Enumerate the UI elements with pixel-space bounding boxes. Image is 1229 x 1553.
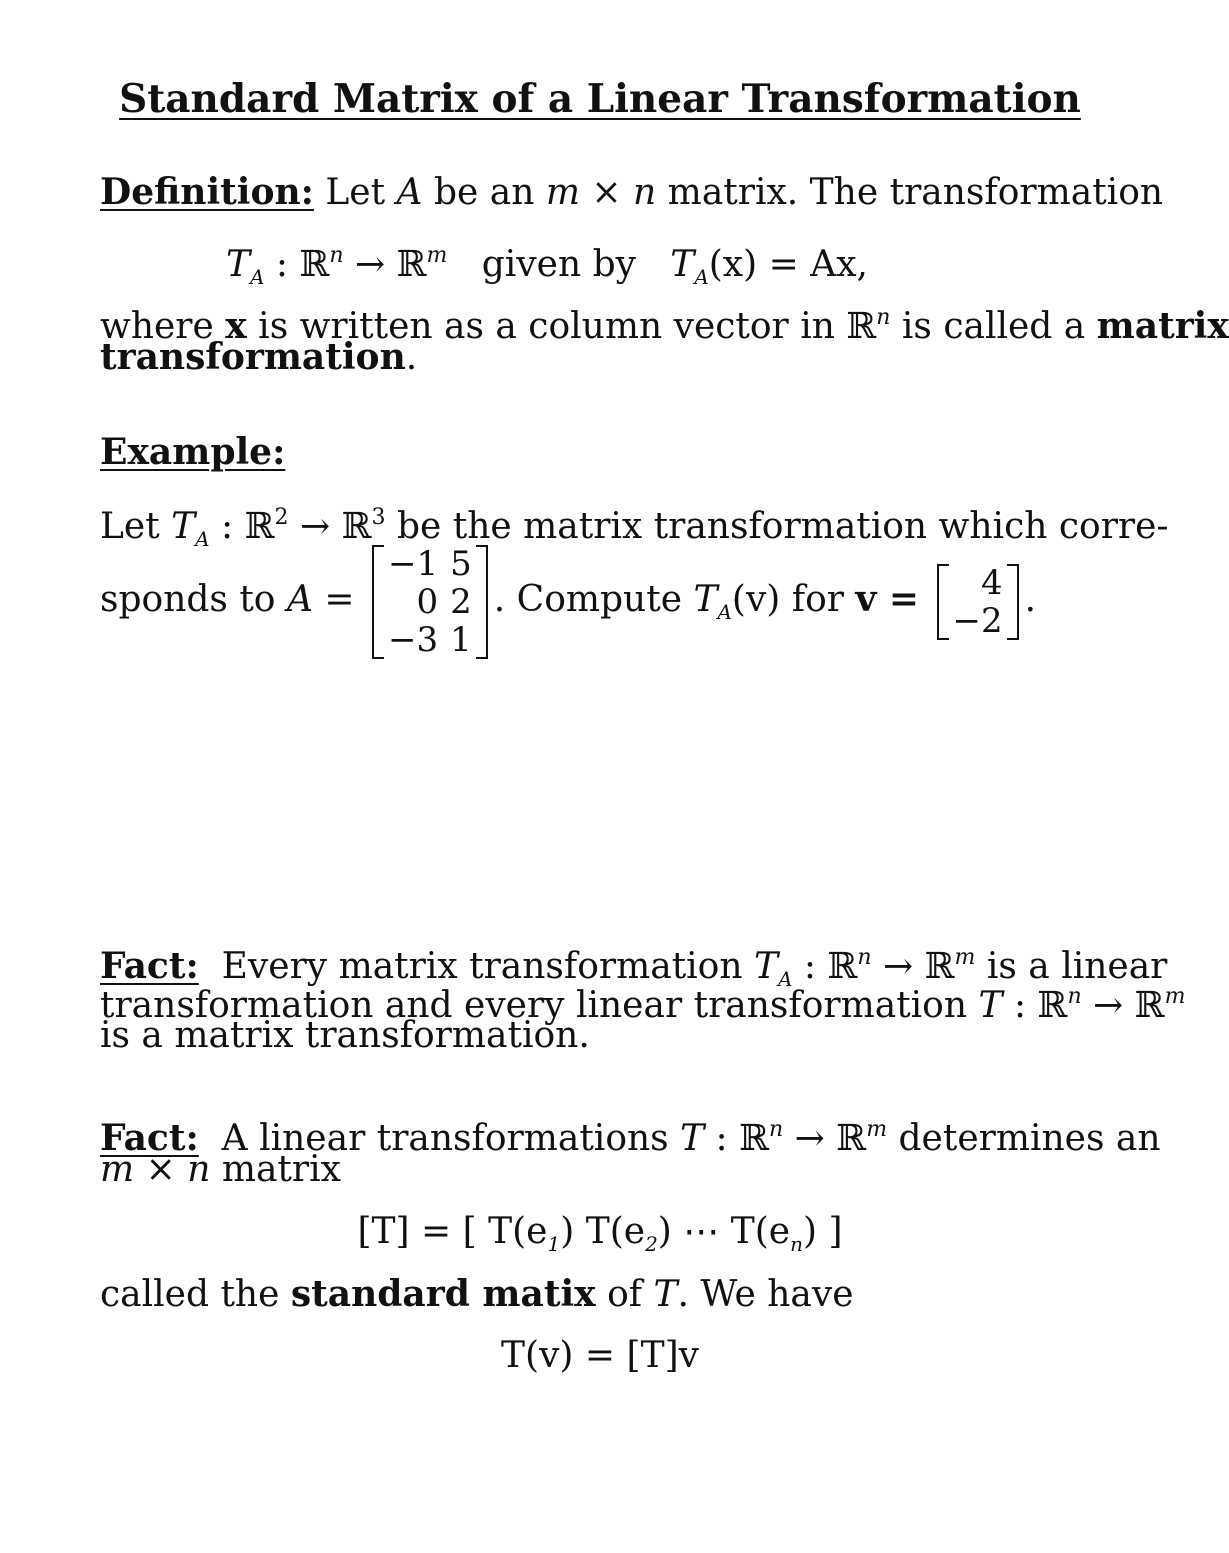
matrix-a-row [382, 583, 478, 621]
fact2-line-1: Fact: A linear transformations T : ℝ$^n$ → ℝ$^m$ determines an [100, 1117, 1161, 1159]
matrix-a-entry: 1 [450, 620, 472, 660]
matrix-a-row [382, 545, 478, 583]
definition-line-4: transformation. [100, 336, 418, 378]
vector-v-row [947, 564, 1009, 602]
page-title: Standard Matrix of a Linear Transformation [119, 76, 1081, 122]
fact2-line-3: called the standard matix of T. We have [100, 1273, 854, 1315]
definition-label: Definition: [100, 171, 314, 213]
matrix-a-entry: −1 [388, 544, 439, 584]
example-line-2: sponds to A = −1 5 0 2 −3 1 . Compute $T_A(v)$ for v = 4 −2 . [100, 544, 1037, 660]
matrix-a-entry: 2 [450, 582, 472, 622]
matrix-a-entry: 5 [450, 544, 472, 584]
vector-v [937, 564, 1019, 640]
matrix-a-entry: −3 [388, 620, 439, 660]
matrix-a-row [382, 621, 478, 659]
example-heading: Example: [100, 431, 286, 473]
vector-v-entry: −2 [952, 601, 1003, 641]
fact1-line-3: is a matrix transformation. [100, 1015, 590, 1056]
fact2-line-2: m × n matrix [100, 1149, 341, 1190]
example-line-1: Let $T_A$ : ℝ$^2$ → ℝ$^3$ be the matrix transformation which corre- [100, 505, 1169, 551]
matrix-a-entry: 0 [416, 582, 439, 622]
vector-v-entry: 4 [981, 563, 1003, 603]
fact1-line-1: Fact: Every matrix transformation $T_A$ : ℝ$^n$ → ℝ$^m$ is a linear [100, 945, 1168, 991]
final-formula: T(v) = [T]v [501, 1335, 699, 1376]
definition-line-1: Definition: Let A be an m × n matrix. The transformation [100, 171, 1164, 213]
vector-v-row [947, 602, 1009, 640]
definition-line-3: where x is written as a column vector in ℝ$^n$ is called a matrix [100, 305, 1229, 347]
standard-matrix-formula: [T] = [ $T(e_1)$ $T(e_2)$ ⋯ $T(e_n)$ ] [357, 1211, 843, 1256]
matrix-a [372, 545, 488, 659]
definition-display-formula: $T_A$ : ℝ$^n$ → ℝ$^m$ given by $T_A(x) = Ax$, [226, 243, 868, 289]
fact1-line-2: transformation and every linear transformation T : ℝ$^n$ → ℝ$^m$ [100, 984, 1186, 1026]
